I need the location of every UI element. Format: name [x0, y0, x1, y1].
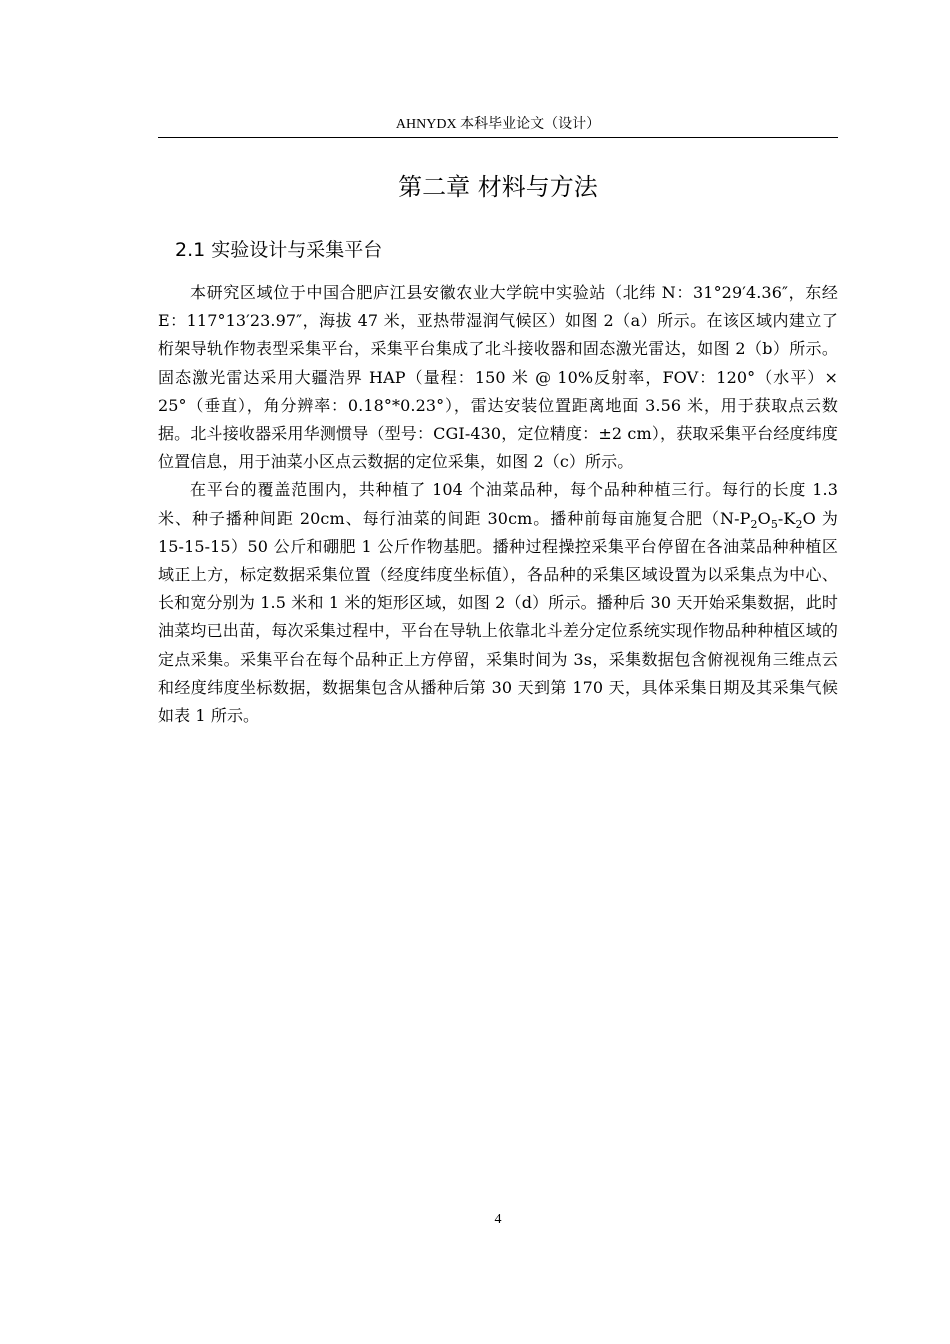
- paragraph-2-text-a: 在平台的覆盖范围内，共种植了 104 个油菜品种，每个品种种植三行。每行的长度 1.3 米、种子播种间距 20cm、每行油菜的间距 30cm。播种前每亩施复合肥（N-P: [158, 480, 838, 528]
- header-divider: [158, 137, 838, 138]
- page-number: 4: [494, 1212, 502, 1227]
- body-text: [158, 279, 838, 730]
- running-header: AHNYDX 本科毕业论文（设计）: [395, 117, 601, 132]
- section-title: 2.1 实验设计与采集平台: [175, 239, 383, 261]
- subscript-2-b: 2: [795, 517, 803, 531]
- paragraph-2-text-b: O: [757, 508, 771, 528]
- paragraph-1: 本研究区域位于中国合肥庐江县安徽农业大学皖中实验站（北纬 N：31°29′4.36″，东经 E：117°13′23.97″，海拔 47 米，亚热带湿润气候区）如图 2（a）所示。在该区域内建立了桁架导轨作物表型采集平台，采集平台集成了北斗接收器和固态激光雷达，如图 2（b）所示。固态激光雷达采用大疆浩界 HAP（量程：150 米 @ 10%反射率，FOV：120°（水平）× 25°（垂直），角分辨率：0.18°*0.23°），雷达安装位置距离地面 3.56 米，用于获取点云数据。北斗接收器采用华测惯导（型号：CGI-430，定位精度：±2 cm），获取采集平台经度纬度位置信息，用于油菜小区点云数据的定位采集，如图 2（c）所示。: [158, 283, 838, 472]
- subscript-5: 5: [770, 517, 778, 531]
- subscript-2-a: 2: [750, 517, 758, 531]
- paragraph-2: [158, 476, 838, 730]
- paragraph-2-text-c: -K: [777, 508, 796, 528]
- paragraph-2-text-d: O 为 15-15-15）50 公斤和硼肥 1 公斤作物基肥。播种过程操控采集平台停留在各油菜品种种植区域正上方，标定数据采集位置（经度纬度坐标值），各品种的采集区域设置为以采集点为中心、长和宽分别为 1.5 米和 1 米的矩形区域，如图 2（d）所示。播种后 30 天开始采集数据，此时油菜均已出苗，每次采集过程中，平台在导轨上依靠北斗差分定位系统实现作物品种种植区域的定点采集。采集平台在每个品种正上方停留，采集时间为 3s，采集数据包含俯视视角三维点云和经度纬度坐标数据，数据集包含从播种后第 30 天到第 170 天，具体采集日期及其采集气候如表 1 所示。: [158, 508, 838, 726]
- chapter-title: 第二章 材料与方法: [398, 173, 598, 201]
